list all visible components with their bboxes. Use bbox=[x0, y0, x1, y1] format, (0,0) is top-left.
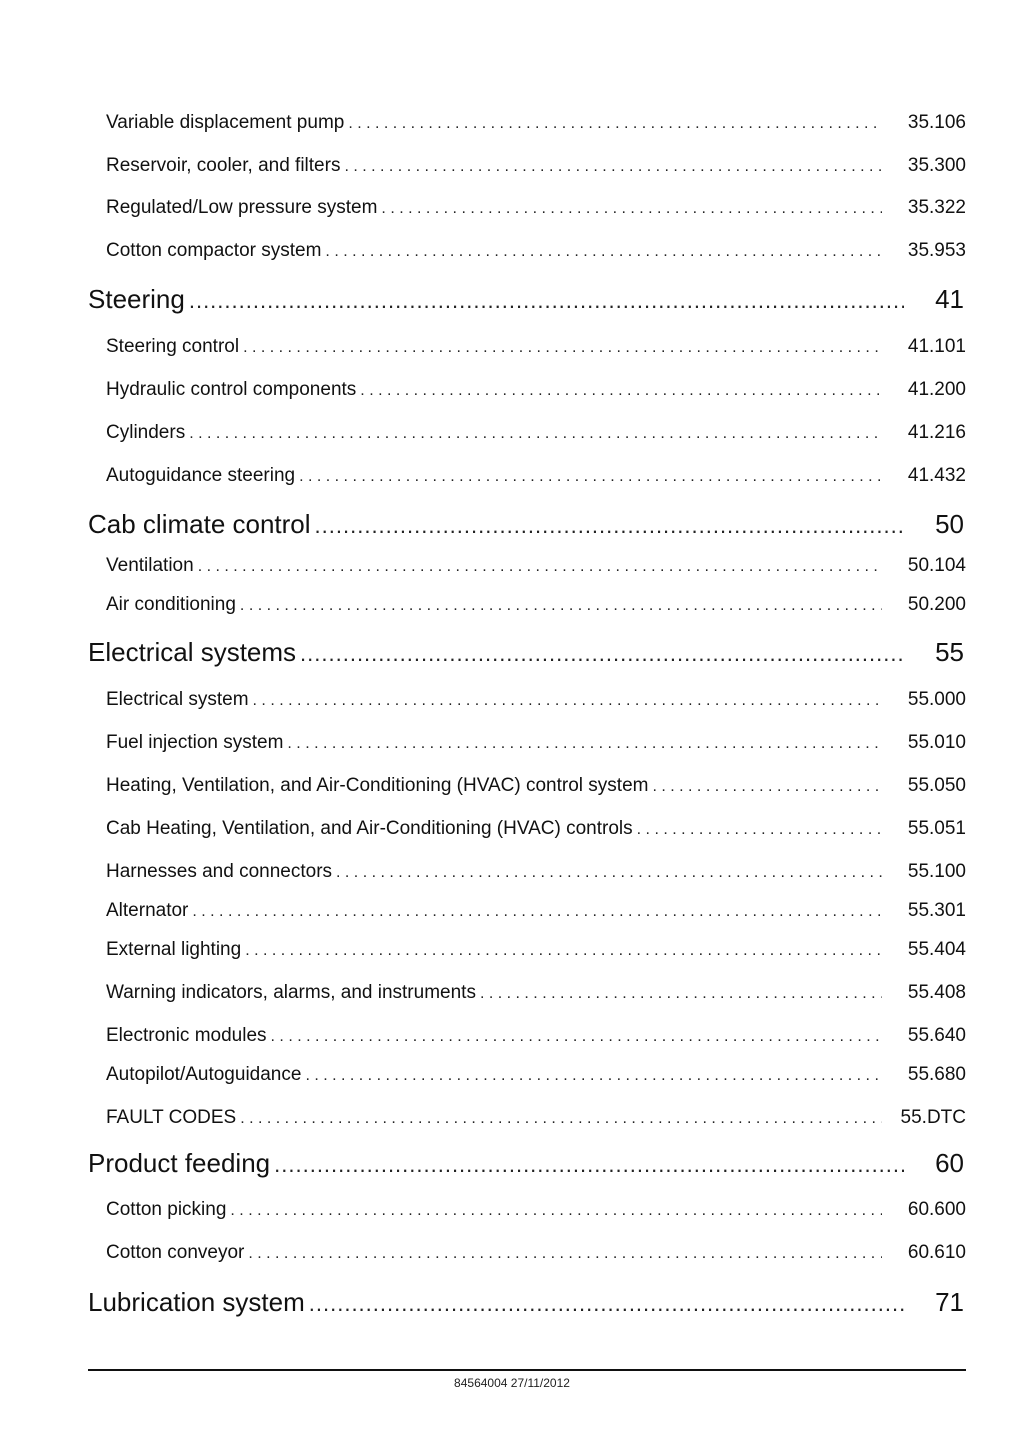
toc-entry-page: 55.100 bbox=[907, 861, 966, 882]
toc-entry-page: 60.600 bbox=[907, 1199, 966, 1220]
toc-entry[interactable] bbox=[0, 240, 1024, 262]
toc-entry-page: 35.300 bbox=[907, 155, 966, 176]
toc-entry[interactable] bbox=[0, 422, 1024, 444]
dot-leader bbox=[637, 821, 882, 839]
toc-entry-title: Regulated/Low pressure system bbox=[106, 197, 378, 218]
toc-entry[interactable] bbox=[0, 379, 1024, 401]
dot-leader bbox=[325, 243, 882, 261]
toc-entry-title: Cotton picking bbox=[106, 1199, 227, 1220]
dot-leader bbox=[189, 288, 904, 314]
toc-section-page: 55 bbox=[935, 637, 964, 667]
toc-entry-page: 55.DTC bbox=[900, 1107, 966, 1128]
toc-entry-title: Electrical system bbox=[106, 689, 249, 710]
toc-entry[interactable] bbox=[0, 555, 1024, 577]
toc-section-page: 41 bbox=[935, 284, 964, 314]
dot-leader bbox=[652, 778, 882, 796]
toc-section-title: Electrical systems bbox=[88, 637, 297, 667]
toc-entry-page: 35.322 bbox=[907, 197, 966, 218]
dot-leader bbox=[348, 115, 882, 133]
toc-entry-title: Warning indicators, alarms, and instruments bbox=[106, 982, 476, 1003]
toc-entry[interactable] bbox=[0, 1107, 1024, 1129]
toc-entry[interactable] bbox=[0, 1242, 1024, 1264]
toc-entry-title: Cotton conveyor bbox=[106, 1242, 245, 1263]
toc-entry-title: Cotton compactor system bbox=[106, 240, 322, 261]
toc-section[interactable] bbox=[0, 637, 1024, 668]
dot-leader bbox=[240, 597, 882, 615]
toc-entry-page: 41.200 bbox=[907, 379, 966, 400]
toc-entry[interactable] bbox=[0, 775, 1024, 797]
toc-entry-title: Fuel injection system bbox=[106, 732, 284, 753]
toc-entry-page: 50.200 bbox=[907, 594, 966, 615]
dot-leader bbox=[344, 158, 882, 176]
toc-entry-title: Autopilot/Autoguidance bbox=[106, 1064, 302, 1085]
toc-section-page: 71 bbox=[935, 1287, 964, 1317]
toc-entry-page: 50.104 bbox=[907, 555, 966, 576]
toc-section[interactable] bbox=[0, 1287, 1024, 1318]
toc-entry-page: 55.408 bbox=[907, 982, 966, 1003]
toc-entry[interactable] bbox=[0, 594, 1024, 616]
toc-entry[interactable] bbox=[0, 732, 1024, 754]
dot-leader bbox=[274, 1152, 904, 1178]
dot-leader bbox=[287, 735, 882, 753]
toc-section-title: Steering bbox=[88, 284, 185, 314]
dot-leader bbox=[253, 692, 882, 710]
toc-section-page: 50 bbox=[935, 509, 964, 539]
toc-entry-title: Steering control bbox=[106, 336, 240, 357]
toc-entry-title: Cab Heating, Ventilation, and Air-Conditioning (HVAC) controls bbox=[106, 818, 633, 839]
dot-leader bbox=[336, 864, 882, 882]
dot-leader bbox=[299, 468, 882, 486]
toc-entry-page: 41.101 bbox=[907, 336, 966, 357]
toc-entry[interactable] bbox=[0, 1064, 1024, 1086]
dot-leader bbox=[480, 985, 882, 1003]
toc-entry-page: 41.432 bbox=[907, 465, 966, 486]
toc-entry-page: 60.610 bbox=[907, 1242, 966, 1263]
toc-entry-title: Harnesses and connectors bbox=[106, 861, 333, 882]
dot-leader bbox=[305, 1067, 882, 1085]
toc-entry[interactable] bbox=[0, 112, 1024, 134]
toc-entry[interactable] bbox=[0, 1025, 1024, 1047]
toc-entry[interactable] bbox=[0, 155, 1024, 177]
toc-section-title: Cab climate control bbox=[88, 509, 311, 539]
toc-section[interactable] bbox=[0, 1148, 1024, 1179]
dot-leader bbox=[230, 1202, 882, 1220]
toc-section[interactable] bbox=[0, 284, 1024, 315]
toc-entry[interactable] bbox=[0, 861, 1024, 883]
toc-section-page: 60 bbox=[935, 1148, 964, 1178]
footer-document-id: 84564004 27/11/2012 bbox=[454, 1376, 570, 1390]
toc-entry-title: Heating, Ventilation, and Air-Conditioning (HVAC) control system bbox=[106, 775, 649, 796]
toc-entry-page: 55.050 bbox=[907, 775, 966, 796]
dot-leader bbox=[240, 1110, 882, 1128]
dot-leader bbox=[189, 425, 882, 443]
dot-leader bbox=[271, 1028, 882, 1046]
toc-entry-page: 55.680 bbox=[907, 1064, 966, 1085]
toc-section-title: Lubrication system bbox=[88, 1287, 305, 1317]
toc-entry-page: 55.010 bbox=[907, 732, 966, 753]
toc-entry-page: 35.953 bbox=[907, 240, 966, 261]
toc-entry[interactable] bbox=[0, 1199, 1024, 1221]
footer-divider bbox=[88, 1369, 966, 1371]
toc-entry[interactable] bbox=[0, 336, 1024, 358]
dot-leader bbox=[245, 942, 882, 960]
dot-leader bbox=[315, 513, 904, 539]
dot-leader bbox=[381, 200, 882, 218]
toc-entry-title: Alternator bbox=[106, 900, 189, 921]
toc-entry-title: FAULT CODES bbox=[106, 1107, 237, 1128]
toc-entry-page: 35.106 bbox=[907, 112, 966, 133]
toc-entry-page: 55.640 bbox=[907, 1025, 966, 1046]
toc-entry-page: 55.404 bbox=[907, 939, 966, 960]
dot-leader bbox=[360, 382, 882, 400]
dot-leader bbox=[300, 641, 904, 667]
toc-entry[interactable] bbox=[0, 982, 1024, 1004]
dot-leader bbox=[248, 1245, 882, 1263]
dot-leader bbox=[243, 339, 882, 357]
toc-entry[interactable] bbox=[0, 900, 1024, 922]
toc-entry[interactable] bbox=[0, 197, 1024, 219]
dot-leader bbox=[309, 1291, 904, 1317]
toc-entry[interactable] bbox=[0, 818, 1024, 840]
toc-entry-page: 55.301 bbox=[907, 900, 966, 921]
toc-entry-title: Air conditioning bbox=[106, 594, 236, 615]
toc-entry-title: Reservoir, cooler, and filters bbox=[106, 155, 341, 176]
toc-entry-title: Autoguidance steering bbox=[106, 465, 296, 486]
toc-entry-page: 55.000 bbox=[907, 689, 966, 710]
toc-entry[interactable] bbox=[0, 689, 1024, 711]
dot-leader bbox=[198, 558, 882, 576]
toc-entry[interactable] bbox=[0, 939, 1024, 961]
toc-entry-title: Hydraulic control components bbox=[106, 379, 357, 400]
dot-leader bbox=[192, 903, 882, 921]
toc-section-title: Product feeding bbox=[88, 1148, 271, 1178]
toc-entry-page: 55.051 bbox=[907, 818, 966, 839]
toc-entry-title: Electronic modules bbox=[106, 1025, 267, 1046]
toc-entry-title: External lighting bbox=[106, 939, 242, 960]
toc-entry-page: 41.216 bbox=[907, 422, 966, 443]
toc-entry-title: Variable displacement pump bbox=[106, 112, 345, 133]
toc-entry-title: Ventilation bbox=[106, 555, 194, 576]
toc-section[interactable] bbox=[0, 509, 1024, 540]
toc-entry[interactable] bbox=[0, 465, 1024, 487]
toc-entry-title: Cylinders bbox=[106, 422, 186, 443]
